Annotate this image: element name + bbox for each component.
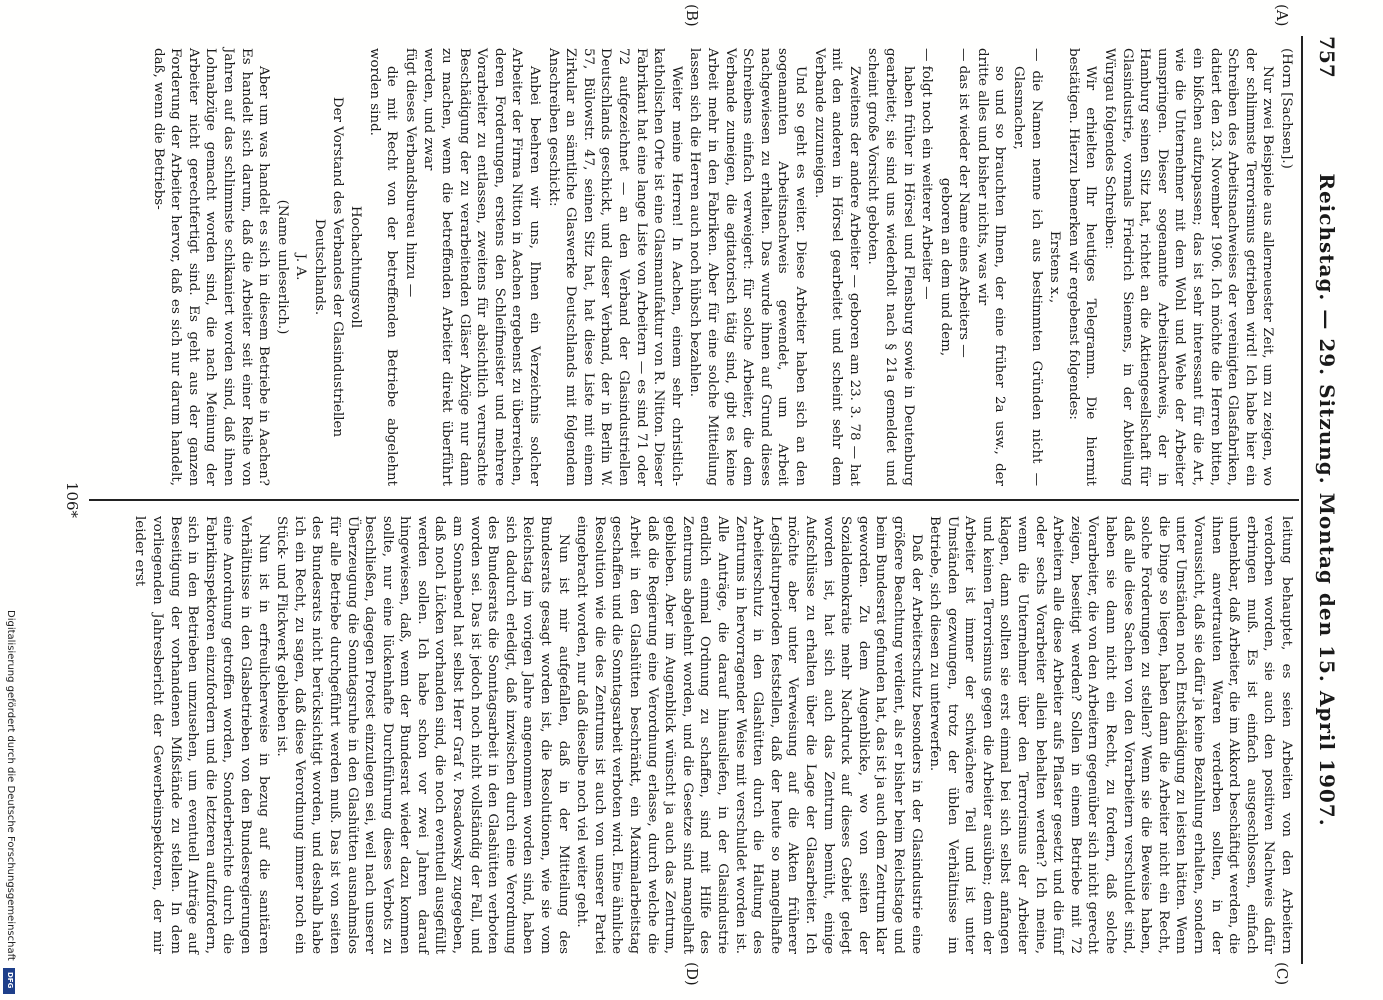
right-column: [130, 516, 1295, 954]
paragraph: Nun ist in erfreulicherweise in bezug auf die sanitären Verhältnisse in den Glasbetrieben von den Bundesregierungen eine Anordnung getroffen worden, Sonderberichte durch die Fabrikinspektoren einzufordern und die letzteren aufzufordern, sich in den Betrieben umzusehen, um eventuell Anträge auf Beseitigung der vorhandenen Mißstände zu stellen. In dem vorliegenden Jahresbericht der Gewerbeinspektoren, der mir leider erst: [132, 516, 271, 954]
paragraph: Erstens x.,: [1047, 230, 1063, 304]
paragraph: Aber um was handelt es sich in diesem Betriebe in Aachen? Es handelt sich darum, daß die Arbeiter seit einer Reihe von Jahren auf das schlimmste schikaniert worden sind, daß ihnen Lohnabzüge gemacht worden sind, die nach Meinung der Arbeiter nicht gerechtfertigt sind. Es geht aus der ganzen Forderung der Arbeiter hervor, daß es sich nur darum handelt, daß, wenn die Betriebs-: [150, 48, 272, 486]
paragraph: J. A.: [293, 253, 309, 281]
paragraph: so und so brauchten Ihnen, der eine früher 2a usw., der dritte alles und bisher nichts, was wir: [974, 48, 1008, 486]
paragraph: Nun ist mir aufgefallen, daß in der Mitteilung des Bundesrats gesagt worden ist, die Resolutionen, wie sie vom Reichstag im vorigen Jahre angenommen worden sind, haben sich dadurch erledigt, daß inzwischen durch eine Verordnung des Bundesrats die Sonntagsarbeit in den Glashütten verboten worden sei. Das ist jedoch noch nicht vollständig der Fall, und am Sonnabend hat selbst Herr Graf v. Posadowsky zugegeben, daß noch Lücken vorhanden sind, die noch eventuell ausgefüllt werden sollen. Ich habe schon vor zwei Jahren darauf hingewiesen, daß, wenn der Bundesrat wieder dazu kommen sollte, nur eine lückenhafte Durchführung dieses Verbots zu beschließen, dagegen Protest einzulegen sei, weil nach unserer Überzeugung die Sonntagsruhe in den Glashütten ausnahmslos für alle Betriebe durchgeführt werden muß. Das ist von seiten des Bundesrats nicht berücksichtigt worden, und deshalb habe ich ein Recht, zu sagen, daß diese Verordnung immer noch ein Stück- und Flickwerk geblieben ist.: [274, 516, 571, 954]
paragraph: Daß der Arbeiterschutz besonders in der Glasindustrie eine größere Beachtung verdient, als er bisher beim Reichstage und beim Bundesrat gefunden hat, das ist ja auch dem Zentrum klar geworden. Zu dem Augenblicke, wo von seiten der Sozialdemokratie mehr Nachdruck auf dieses Gebiet gelegt worden ist, hat sich auch das Zentrum bemüht, einige Aufschlüsse zu erhalten über die Lage der Glasarbeiter. Ich möchte aber unter Verweisung auf die Akten früherer Legislaturperioden feststellen, daß der heute so mangelhafte Arbeiterschutz in den Glashütten durch die Haltung des Zentrums in hervorragender Weise mit verschuldet worden ist. Alle Anträge, die darauf hinausliefen, in der Glasindustrie endlich einmal Ordnung zu schaffen, sind mit Hilfe des Zentrums abgelehnt worden, und die Gesetze sind mangelhaft geblieben. Aber im Augenblick wünscht ja auch das Zentrum, daß die Regierung eine Verordnung erlasse, durch welche die Arbeit in den Glashütten beschränkt, ein Maximalarbeitstag geschaffen und die Sonntagsarbeit verboten wird. Eine ähnliche Resolution wie die des Zentrums ist auch von unserer Partei eingebracht worden, nur daß dieselbe noch viel weiter geht.: [574, 516, 924, 954]
page-number: 757: [1315, 36, 1339, 78]
paragraph: — das ist wieder der Name eines Arbeiters —: [956, 48, 972, 358]
footer-signature: 106*: [63, 481, 81, 519]
paragraph: fügt dieses Verbandsbureau hinzu —: [402, 48, 418, 298]
paragraph: Weiter meine Herren! In Aachen, einem sehr christlich-katholischen Orte ist eine Glasmanufaktur von R. Nitton. Dieser Fabrikant hat eine lange Liste von Arbeitern — es sind 71 oder 72 aufgezeichnet — an den Verband der Glasindustriellen Deutschlands geschickt, und dieser Verband, der in Berlin W. 57, Bülowstr. 47, seinen Sitz hat, hat diese Liste mit einem Zirkular an sämtliche Glaswerke Deutschlands mit folgendem Anschreiben geschickt:: [545, 48, 684, 486]
margin-marker-b: (B): [683, 4, 701, 27]
left-column: [148, 48, 1295, 486]
dfg-logo: [3, 968, 15, 994]
paragraph: Hochachtungsvoll: [348, 205, 364, 329]
paragraph: haben früher in Hörsel und Flensburg sowie in Deutenburg gearbeitet; sie sind uns wiederholt nach § 21a gemeldet und scheint große Vorsicht geboten.: [865, 48, 916, 486]
paragraph: Wir erhielten Ihr heutiges Telegramm. Die hiermit bestätigen. Hierzu bemerken wir ergebenst folgendes:: [1065, 48, 1099, 486]
paragraph: Nur zwei Beispiele aus allerneuester Zeit, um zu zeigen, wo der schlimmste Terrorismus getrieben wird! Ich habe hier ein Schreiben des Arbeitsnachweises der vereinigten Glasfabriken, datiert den 23. November 1906. Ich möchte die Herren bitten, ein bißchen aufzupassen; das ist sehr interessant für die Art, wie die Unternehmer mit dem Wohl und Wehe der Arbeiter umspringen. Dieser sogenannte Arbeitsnachweis, der in Hamburg seinen Sitz hat, richtet an die Aktiengesellschaft für Glasindustrie, vormals Friedrich Siemens, in der Abteilung Würgau folgendes Schreiben:: [1102, 48, 1276, 486]
paragraph: — die Namen nenne ich aus bestimmten Gründen nicht — Glasmacher,: [1011, 48, 1044, 486]
margin-marker-a: (A): [1273, 4, 1291, 27]
paragraph: geboren an dem und dem,: [937, 177, 953, 357]
margin-marker-c: (C): [1273, 962, 1291, 986]
page-header: [1309, 36, 1339, 964]
running-title: Reichstag. — 29. Sitzung. Montag den 15. April 1907.: [1315, 173, 1339, 827]
paragraph: die mit Recht von der betreffenden Betriebe abgelehnt worden sind.: [366, 48, 400, 486]
paragraph: — folgt noch ein weiterer Arbeiter —: [919, 48, 935, 300]
paragraph: Anbei beehren wir uns, Ihnen ein Verzeichnis solcher Arbeiter der Firma Nitton in Aachen ergebenst zu überreichen, deren Forderungen, erstens den Schleifmeister und mehrere Vorarbeiter zu entlassen, zweitens für absichtlich verursachte Beschädigung der zu verarbeitenden Gläser Abzüge nur dann zu machen, wenn die betreffenden Arbeiter direkt überführt werden, und zwar: [421, 48, 543, 486]
paragraph: Und so geht es weiter. Diese Arbeiter haben sich an den sogenannten Arbeitsnachweis gewendet, um Arbeit nachgewiesen zu erhalten. Das wurde ihnen auf Grund dieses Schreibens einfach verweigert: für solche Arbeiter, die dem Verbande zuneigen, die agitatorisch tätig sind, gibt es keine Arbeit mehr in den Fabriken. Aber für eine solche Mitteilung lassen sich die Herren auch noch hübsch bezahlen.: [687, 48, 808, 486]
speaker-label: (Horn [Sachsen].): [1279, 48, 1294, 169]
paragraph: Zweitens der andere Arbeiter — geboren am 23. 3. 78 — hat mit den anderen in Hörsel gearbeitet und scheint sehr dem Verbande zuzuneigen.: [811, 48, 862, 486]
paragraph: Der Vorstand des Verbandes der Glasindustriellen Deutschlands.: [311, 96, 345, 438]
paragraph: leitung behauptet, es seien Arbeiten von den Arbeitern verdorben worden, sie auch den positiven Nachweis dafür erbringen muß. Es ist einfach ausgeschlossen, einfach unbenkbar, daß Arbeiter, die im Akkord beschäftigt werden, die ihnen anvertrauten Waren verderben sollten, in der Voraussicht, daß sie dafür ja keine Bezahlung erhalten, sondern unter Umständen noch Entschädigung zu leisten hätten. Wenn die Dinge so liegen, haben dann die Arbeiter nicht ein Recht, solche Forderungen zu stellen? Wenn sie die Beweise haben, daß alle diese Sachen von den Vorarbeitern verschuldet sind, haben sie dann nicht ein Recht, zu fordern, daß solche Vorarbeiter, die von den Arbeitern gegenüber sich nicht gerecht zeigen, beseitigt werden? Sollen in einem Betriebe mit 72 Arbeitern alle diese Arbeiter aufs Pflaster gesetzt und die fünf oder sechs Vorarbeiter allein behalten werden? Ich meine, wenn die Unternehmer über den Terrorismus der Arbeiter klagen, dann sollten sie erst einmal bei sich selbst anfangen und keinen Terrorismus gegen die Arbeiter ausüben; denn der Arbeiter ist immer der schwächere Teil und ist unter Umständen gezwungen, trotz der üblen Verhältnisse im Betriebe, sich diesen zu unterwerfen.: [927, 516, 1294, 954]
dfg-logo-text: DFG: [6, 972, 14, 989]
header-rule: [1301, 36, 1303, 964]
digitization-note: [4, 610, 18, 980]
digitization-note-text: Digitalisierung gefördert durch die Deutsche Forschungsgemeinschaft: [5, 610, 16, 961]
column-divider: [89, 499, 1299, 501]
margin-marker-d: (D): [683, 962, 701, 986]
paragraph: (Name unleserlich.): [274, 199, 290, 335]
